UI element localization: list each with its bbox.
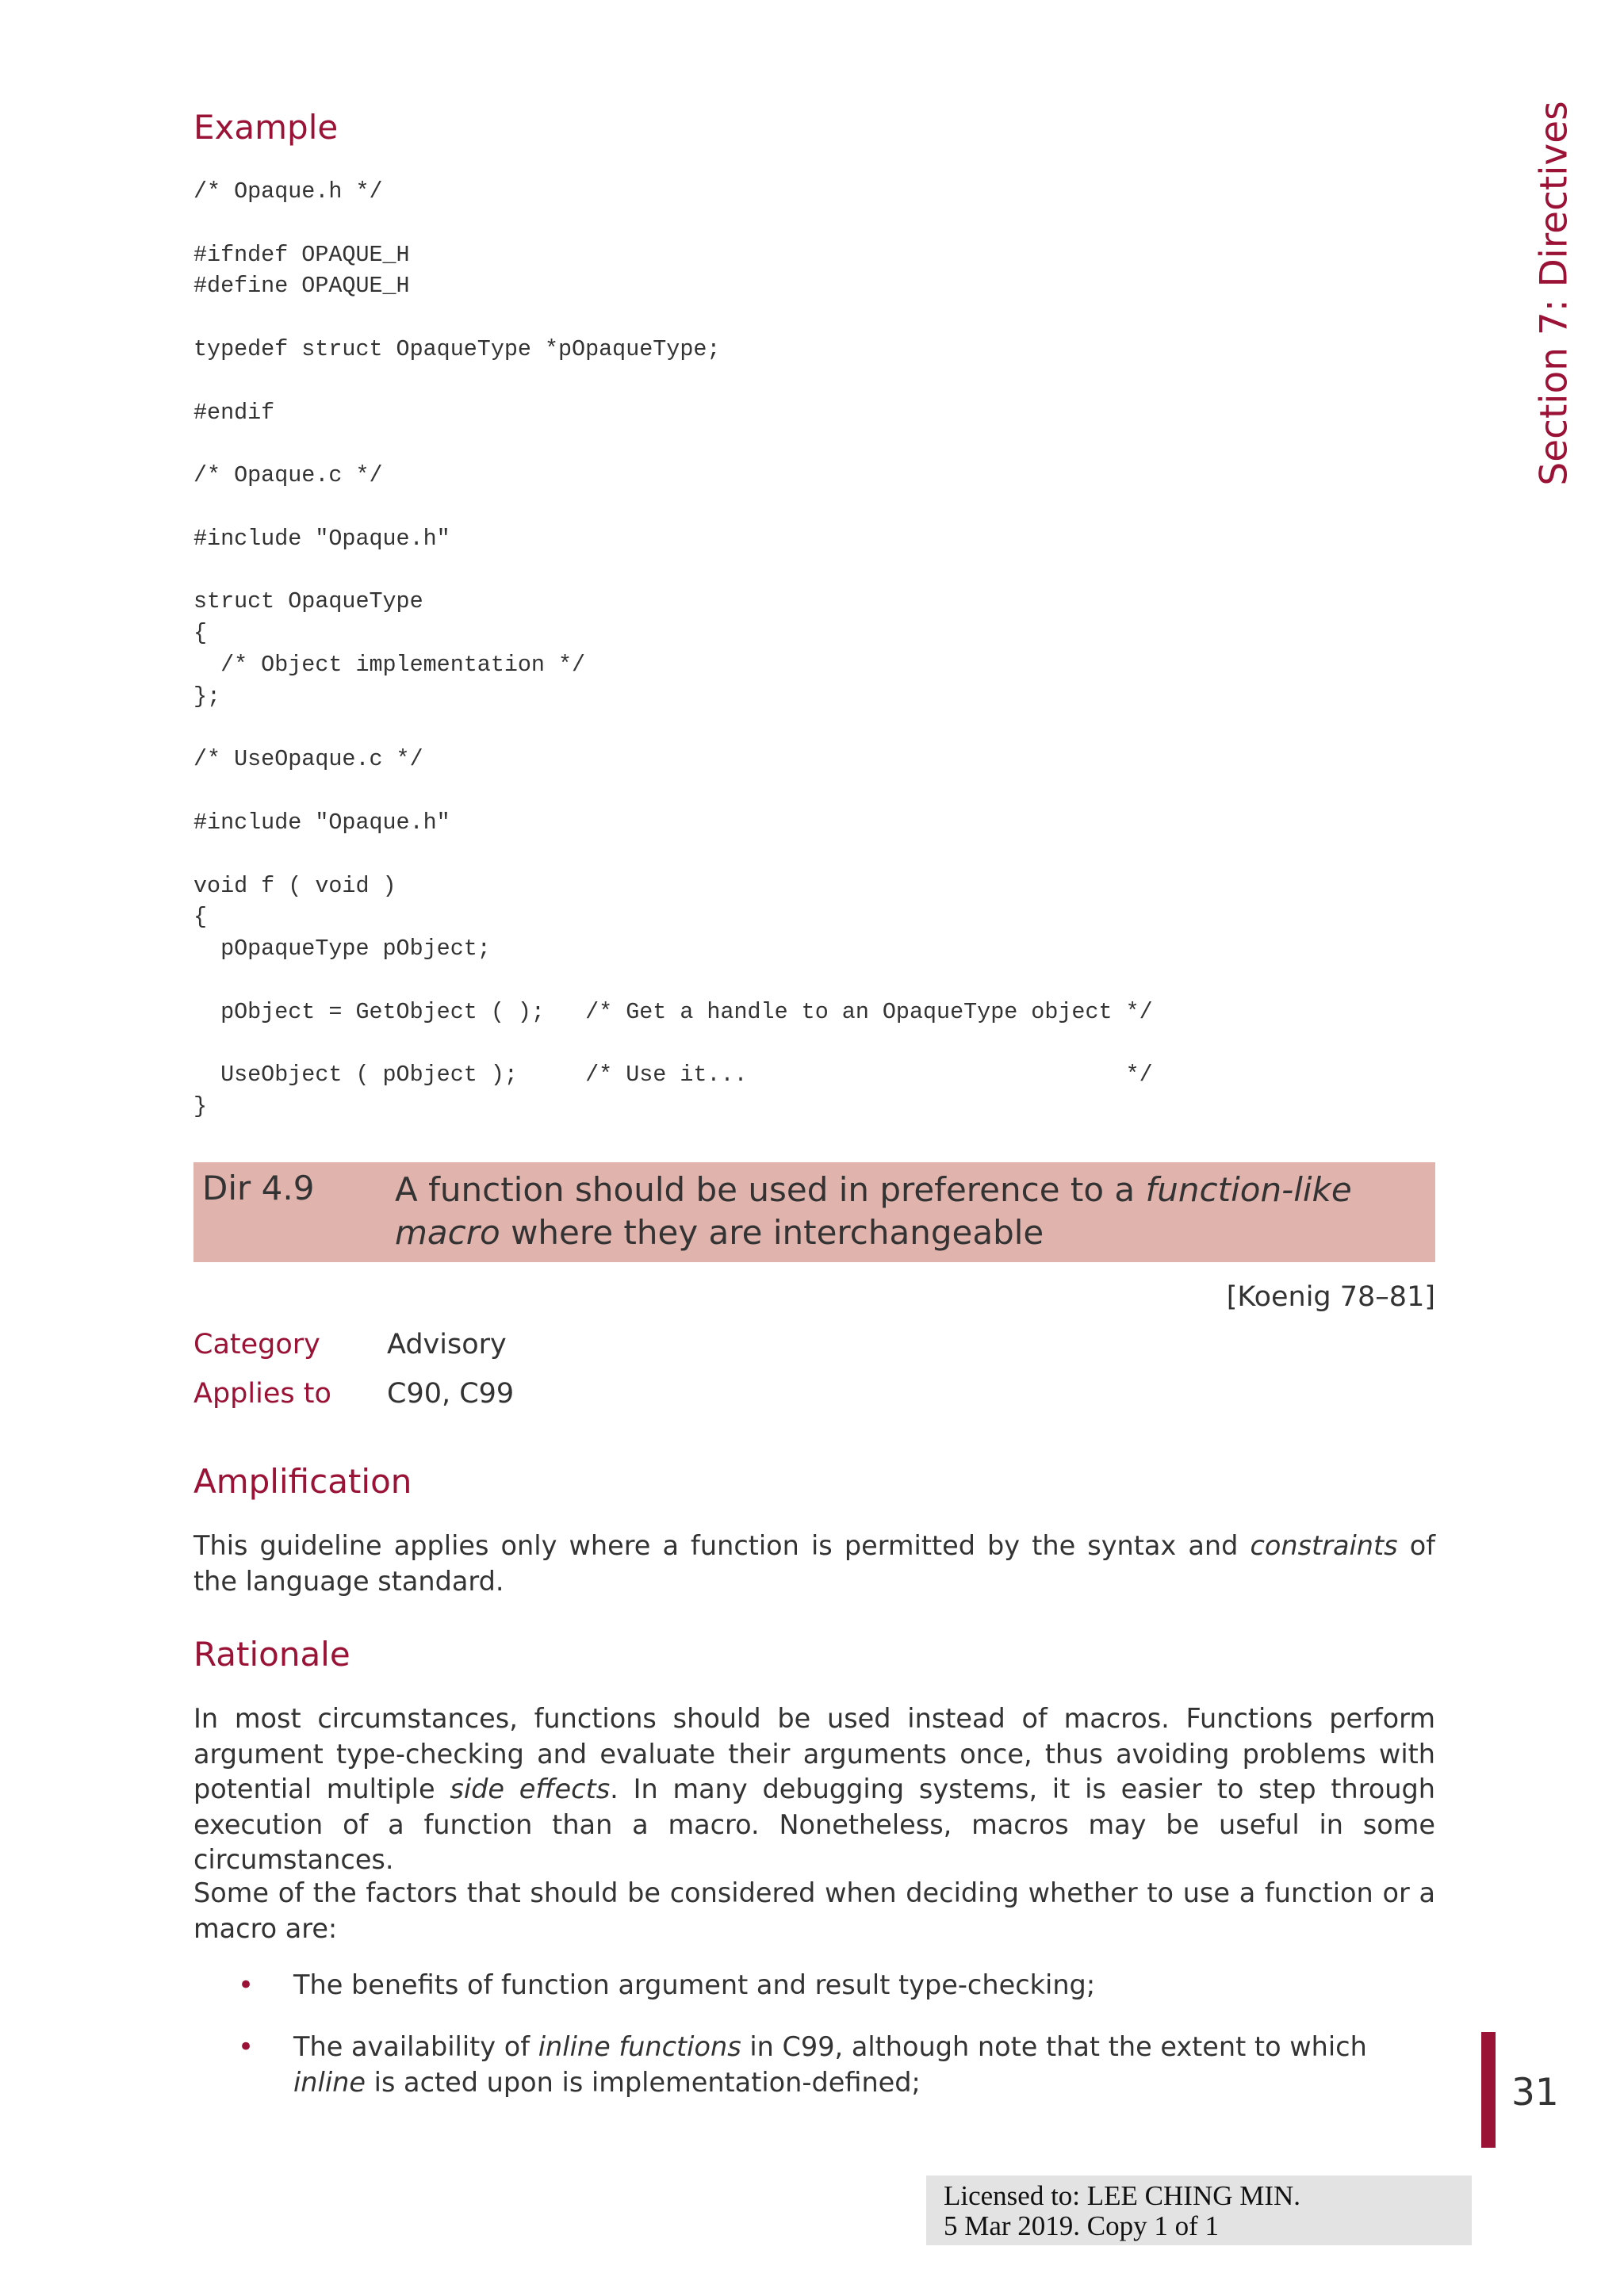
amplification-text-part: of the language standard.	[193, 1530, 1435, 1597]
rationale-paragraph-2: Some of the factors that should be considered when deciding whether to use a function or a macro are:	[193, 1877, 1435, 1944]
license-stamp	[926, 2175, 1472, 2245]
rationale-p1-part: In most circumstances, functions should be used instead of macros. Functions perform argument type-checking and evaluate their arguments once, thus avoiding problems with potential multiple	[193, 1703, 1435, 1804]
bullet-text-italic: inline	[293, 2066, 366, 2098]
directive-header	[193, 1162, 1435, 1262]
amplification-text-italic: constraints	[1250, 1530, 1398, 1561]
example-heading: Example	[193, 108, 339, 147]
category-label: Category	[193, 1329, 320, 1360]
code-listing: /* Opaque.h */ #ifndef OPAQUE_H #define OPAQUE_H typedef struct OpaqueType *pOpaqueType; #endif /* Opaque.c */ #include "Opaque.h" struct OpaqueType { /* Object implementation */ }; /* UseOpaque.c */ #include "Opaque.h" void f ( void ) { pOpaqueType pObject; pObject = GetObject ( ); /* Get a handle to an OpaqueType object */ UseObject ( pObject ); /* Use it... */ }	[193, 178, 1153, 1120]
applies-to-label: Applies to	[193, 1378, 331, 1410]
bullet-text-part: in C99, although note that the extent to which	[741, 2031, 1367, 2062]
rationale-p1-part: . In many debugging systems, it is easier to step through execution of a function than a macro. Nonetheless, macros may be useful in some circumstances.	[193, 1774, 1435, 1875]
license-line-1: Licensed to: LEE CHING MIN.	[944, 2180, 1301, 2211]
bullet-text	[293, 2030, 1435, 2100]
directive-title	[395, 1169, 1426, 1254]
amplification-heading: Amplification	[193, 1462, 412, 1501]
bullet-icon: •	[238, 1969, 255, 2001]
applies-to-value: C90, C99	[387, 1378, 515, 1410]
license-line-2: 5 Mar 2019. Copy 1 of 1	[944, 2210, 1220, 2241]
bullet-text-part: The availability of	[293, 2031, 538, 2062]
section-side-tab: Section 7: Directives	[1532, 101, 1576, 486]
directive-title-part: A function should be used in preference to a	[395, 1170, 1146, 1209]
amplification-text-part: This guideline applies only where a function is permitted by the syntax and	[193, 1530, 1251, 1561]
directive-id: Dir 4.9	[202, 1169, 315, 1207]
page-number: 31	[1511, 2071, 1559, 2114]
directive-title-part: where they are interchangeable	[500, 1213, 1044, 1252]
amplification-text	[193, 1529, 1435, 1599]
directive-reference: [Koenig 78–81]	[1226, 1281, 1435, 1313]
bullet-text-italic: inline functions	[538, 2031, 741, 2062]
bullet-icon: •	[238, 2031, 255, 2063]
rationale-paragraph-1	[193, 1701, 1435, 1878]
page-marker-bar	[1481, 2032, 1496, 2148]
directive-title-italic: function-like macro	[395, 1170, 1352, 1252]
category-value: Advisory	[387, 1329, 507, 1360]
bullet-text-part: is acted upon is implementation-defined;	[366, 2066, 921, 2098]
rationale-heading: Rationale	[193, 1635, 350, 1674]
bullet-text: The benefits of function argument and result type-checking;	[293, 1969, 1096, 2000]
rationale-p1-italic: side effects	[450, 1774, 611, 1804]
